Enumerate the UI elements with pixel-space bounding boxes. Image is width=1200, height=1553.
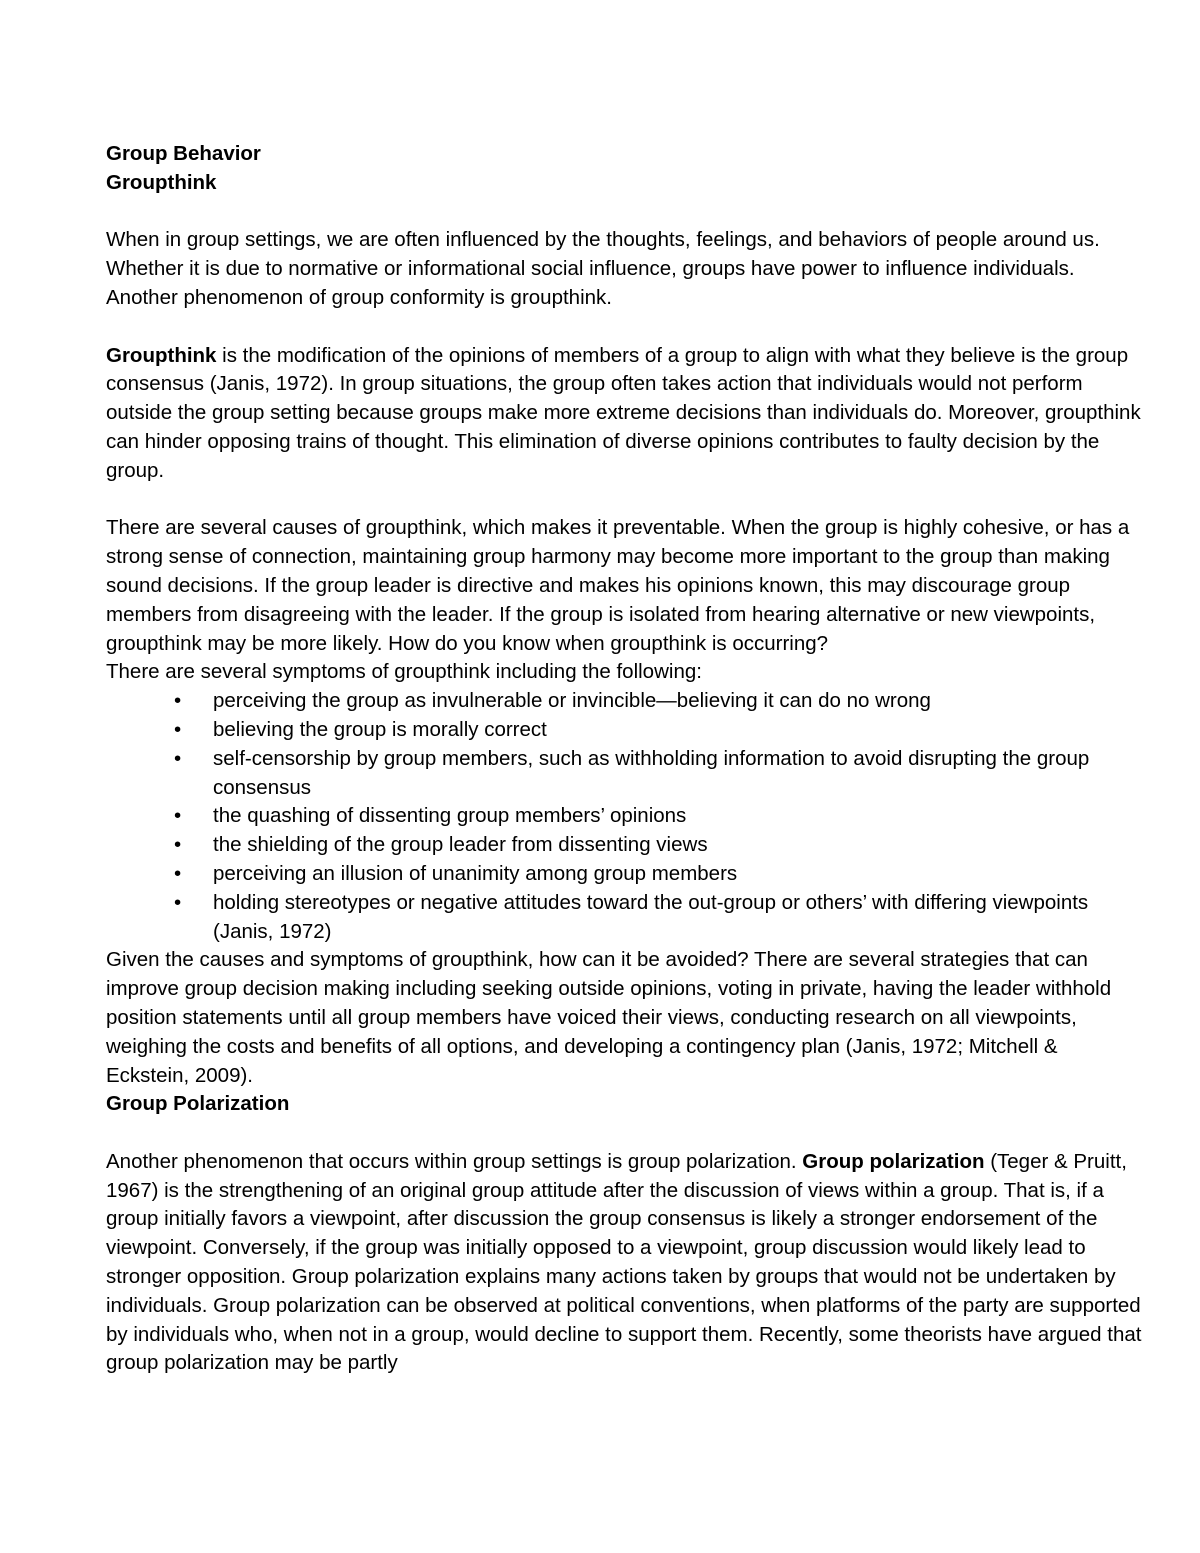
list-item [106, 802, 1146, 831]
symptoms-intro: There are several symptoms of groupthink including the following: [106, 660, 702, 684]
polarization-text: (Teger & Pruitt, 1967) is the strengthening of an original group attitude after the discussion of views within a group. That is, if a group initially favors a viewpoint, after discussion the group consensus is likely a stronger endorsement of the viewpoint. Conversely, if the group was initially opposed to a viewpoint, group discussion would likely lead to stronger opposition. Group polarization explains many actions taken by groups that would not be undertaken by individuals. Group polarization can be observed at political conventions, when platforms of the party are supported by individuals who, when not in a group, would decline to support them. Recently, some theorists have argued that group polarization may be partly [106, 1149, 1142, 1375]
list-item-text: believing the group is morally correct [213, 717, 547, 741]
list-item [106, 860, 1146, 889]
bullet-icon: • [174, 890, 182, 914]
list-item [106, 831, 1146, 860]
blank-line [106, 198, 1146, 227]
bullet-icon: • [174, 804, 182, 828]
definition-text: is the modification of the opinions of members of a group to align with what they believe is the group consensus (Janis, 1972). In group situations, the group often takes action that individuals would not perform outside the group setting because groups make more extreme decisions than individuals do. Moreover, groupthink can hinder opposing trains of thought. This elimination of diverse opinions contributes to faulty decision by the group. [106, 343, 1141, 482]
list-item-text: self-censorship by group members, such as withholding information to avoid disrupting the group consensus [213, 746, 1090, 799]
bullet-icon: • [174, 833, 182, 857]
list-item-text: perceiving an illusion of unanimity among group members [213, 861, 738, 885]
definition-paragraph [106, 342, 1146, 486]
list-item-text: perceiving the group as invulnerable or invincible—believing it can do no wrong [213, 689, 931, 713]
blank-line [106, 1119, 1146, 1148]
section-heading-polarization: Group Polarization [106, 1092, 290, 1116]
list-item [106, 889, 1146, 947]
list-item [106, 745, 1146, 803]
bullet-icon: • [174, 861, 182, 885]
document-title: Group Behavior [106, 142, 261, 165]
blank-line [106, 486, 1146, 515]
bullet-icon: • [174, 746, 182, 770]
list-item [106, 716, 1146, 745]
list-item [106, 687, 1146, 716]
polarization-paragraph [106, 1148, 1146, 1378]
polarization-text-start: Another phenomenon that occurs within group settings is group polarization. [106, 1149, 803, 1173]
definition-term: Groupthink [106, 343, 217, 367]
intro-paragraph: When in group settings, we are often influenced by the thoughts, feelings, and behaviors of people around us. Whether it is due to normative or informational social influence, groups have power to influence individuals. Another phenomenon of group conformity is groupthink. [106, 228, 1100, 309]
polarization-term: Group polarization [802, 1149, 985, 1173]
avoidance-paragraph: Given the causes and symptoms of groupthink, how can it be avoided? There are several strategies that can improve group decision making including seeking outside opinions, voting in private, having the leader withhold position statements until all group members have voiced their views, conducting research on all viewpoints, weighing the costs and benefits of all options, and developing a contingency plan (Janis, 1972; Mitchell & Eckstein, 2009). [106, 948, 1112, 1087]
blank-line [106, 313, 1146, 342]
list-item-text: holding stereotypes or negative attitudes toward the out-group or others’ with differing viewpoints (Janis, 1972) [213, 890, 1089, 943]
document-page [106, 140, 1146, 1378]
list-item-text: the shielding of the group leader from dissenting views [213, 833, 708, 857]
symptoms-list [106, 687, 1146, 946]
section-heading-groupthink: Groupthink [106, 170, 217, 194]
causes-paragraph: There are several causes of groupthink, which makes it preventable. When the group is highly cohesive, or has a strong sense of connection, maintaining group harmony may become more important to the group than making sound decisions. If the group leader is directive and makes his opinions known, this may discourage group members from disagreeing with the leader. If the group is isolated from hearing alternative or new viewpoints, groupthink may be more likely. How do you know when groupthink is occurring? [106, 516, 1130, 655]
bullet-icon: • [174, 717, 182, 741]
bullet-icon: • [174, 689, 182, 713]
list-item-text: the quashing of dissenting group members’ opinions [213, 804, 687, 828]
